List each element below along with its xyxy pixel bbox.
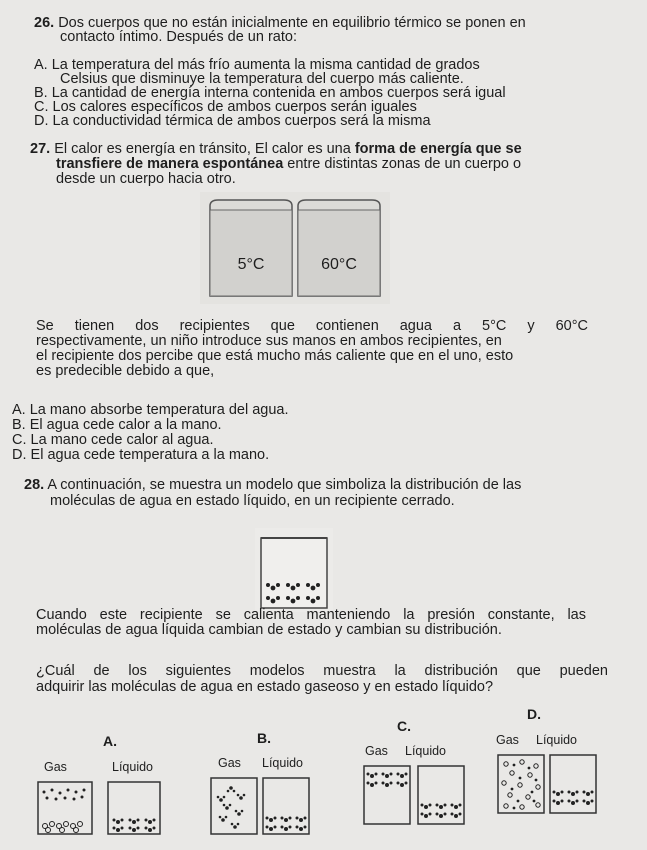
- q27-body-line1: Se tienen dos recipientes que contienen agua a 5°C y 60°C: [36, 318, 588, 334]
- q27-number: 27.: [30, 141, 51, 157]
- q26-number: 26.: [34, 15, 55, 31]
- option-c-liquid-molecules: [421, 804, 462, 819]
- water-liquid-model: [255, 528, 333, 612]
- q27-option-d[interactable]: D. El agua cede temperatura a la mano.: [12, 447, 270, 463]
- option-d-gas-dots: [511, 764, 538, 810]
- q28-option-d-letter[interactable]: D.: [527, 706, 541, 722]
- q28-question-line1: ¿Cuál de los siguientes modelos muestra la distribución que pueden: [36, 663, 608, 679]
- q26-stem-line1: Dos cuerpos que no están inicialmente en equilibrio térmico se ponen en: [58, 15, 526, 31]
- q28-question-line2: adquirir las moléculas de agua en estado gaseoso y en estado líquido?: [36, 679, 494, 695]
- beaker-5c: [210, 200, 292, 296]
- q28-option-a-gas-label: Gas: [44, 760, 67, 774]
- option-a-gas-dots: [43, 789, 86, 801]
- q28-stem: 28. A continuación, se muestra un modelo que simboliza la distribución de las: [24, 477, 522, 493]
- q27-option-c[interactable]: C. La mano cede calor al agua.: [12, 432, 214, 448]
- q27-stem: 27. El calor es energía en tránsito, El calor es una forma de energía que se: [30, 141, 522, 157]
- q28-option-a-letter[interactable]: A.: [103, 733, 117, 749]
- q26-option-d[interactable]: D. La conductividad térmica de ambos cuerpos será la misma: [34, 113, 431, 129]
- option-a-liquid-molecules: [113, 819, 156, 833]
- q28-number: 28.: [24, 477, 45, 493]
- q28-stem-line2: moléculas de agua en estado líquido, en un recipiente cerrado.: [50, 493, 455, 509]
- q26-stem-line2: contacto íntimo. Después de un rato:: [60, 29, 297, 45]
- q28-option-c-liquid-label: Líquido: [405, 744, 447, 758]
- option-b-liquid-molecules: [266, 817, 307, 832]
- q27-stem-line2: transfiere de manera espontánea entre distintas zonas de un cuerpo o: [56, 156, 522, 172]
- q26-option-a-line2: Celsius que disminuye la temperatura del cuerpo más caliente.: [60, 71, 464, 87]
- q28-option-b-liquid-label: Líquido: [262, 756, 304, 770]
- q28-option-a-figure[interactable]: [34, 778, 164, 838]
- beaker-5c-label: 5°C: [237, 256, 265, 273]
- q28-option-b-letter[interactable]: B.: [257, 730, 271, 746]
- q28-option-b-figure[interactable]: [205, 774, 315, 838]
- q28-body-line2: moléculas de agua líquida cambian de estado y cambian su distribución.: [36, 622, 502, 638]
- q28-option-c-letter[interactable]: C.: [397, 718, 411, 734]
- q27-body-line3: el recipiente dos percibe que está mucho más caliente que en el uno, esto: [36, 348, 514, 364]
- beaker-60c: [298, 200, 380, 296]
- q27-body-line4: es predecible debido a que,: [36, 363, 215, 379]
- beaker-60c-label: 60°C: [321, 256, 357, 273]
- q27-stem-line3: desde un cuerpo hacia otro.: [56, 171, 236, 187]
- option-c-gas-molecules: [367, 773, 408, 788]
- q27-option-a[interactable]: A. La mano absorbe temperatura del agua.: [12, 402, 289, 418]
- q28-option-c-figure[interactable]: [360, 762, 470, 828]
- q26-option-b[interactable]: B. La cantidad de energía interna contenida en ambos cuerpos será igual: [34, 85, 506, 101]
- q28-option-b-gas-label: Gas: [218, 756, 241, 770]
- beakers-figure: [200, 192, 390, 304]
- q28-body-line1: Cuando este recipiente se calienta manteniendo la presión constante, las: [36, 607, 586, 623]
- q27-body-line2: respectivamente, un niño introduce sus manos en ambos recipientes, en: [36, 333, 502, 349]
- q27-option-b[interactable]: B. El agua cede calor a la mano.: [12, 417, 222, 433]
- option-a-bottom-circles: [43, 822, 83, 833]
- q26-option-a[interactable]: A. La temperatura del más frío aumenta la misma cantidad de grados: [34, 57, 480, 73]
- q28-option-d-liquid-label: Líquido: [536, 733, 578, 747]
- q28-option-d-gas-label: Gas: [496, 733, 519, 747]
- q28-option-d-figure[interactable]: [494, 751, 602, 817]
- q26-option-c[interactable]: C. Los calores específicos de ambos cuerpos serán iguales: [34, 99, 417, 115]
- q28-option-c-gas-label: Gas: [365, 744, 388, 758]
- option-d-liquid-molecules: [553, 791, 594, 806]
- q28-option-a-liquid-label: Líquido: [112, 760, 154, 774]
- option-b-gas-molecules: [217, 786, 246, 829]
